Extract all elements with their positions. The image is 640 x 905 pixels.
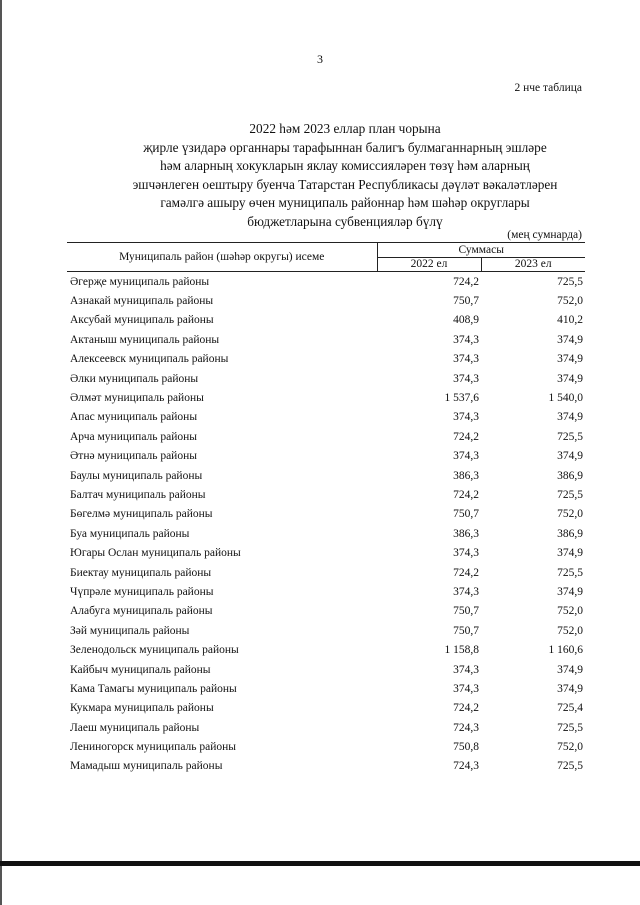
district-name-cell: Кайбыч муниципаль районы xyxy=(70,663,211,676)
table-row xyxy=(67,543,585,562)
value-2023-cell: 725,5 xyxy=(557,566,583,579)
value-2022-cell: 374,3 xyxy=(453,411,479,424)
column-header-sum: Суммасы xyxy=(377,243,585,258)
table-row xyxy=(67,388,585,407)
title-line: 2022 һәм 2023 еллар план чорына xyxy=(249,121,441,136)
table-row xyxy=(67,447,585,466)
district-name-cell: Алексеевск муниципаль районы xyxy=(70,353,229,366)
table-row xyxy=(67,699,585,718)
value-2023-cell: 752,0 xyxy=(557,605,583,618)
title-line: бюджетларына субвенцияләр бүлү xyxy=(247,213,443,229)
value-2022-cell: 1 537,6 xyxy=(444,392,479,405)
value-2023-cell: 752,0 xyxy=(557,741,583,754)
title-line: һәм аларның хокукларын яклау комиссияләрен төзү һәм аларның xyxy=(160,158,530,173)
district-name-cell: Кукмара муниципаль районы xyxy=(70,702,214,715)
district-name-cell: Бөгелмә муниципаль районы xyxy=(70,508,213,521)
district-name-cell: Азнакай муниципаль районы xyxy=(70,295,214,308)
value-2023-cell: 374,9 xyxy=(557,372,583,385)
table-row xyxy=(67,369,585,388)
table-row xyxy=(67,660,585,679)
value-2022-cell: 386,3 xyxy=(453,527,479,540)
value-2022-cell: 724,3 xyxy=(453,760,479,773)
value-2022-cell: 408,9 xyxy=(453,314,479,327)
table-row xyxy=(67,582,585,601)
page-number: 3 xyxy=(317,52,323,66)
document-title xyxy=(60,120,630,231)
value-2023-cell: 374,9 xyxy=(557,411,583,424)
value-2023-cell: 1 160,6 xyxy=(548,644,583,657)
district-name-cell: Кама Тамагы муниципаль районы xyxy=(70,682,237,695)
district-name-cell: Алабуга муниципаль районы xyxy=(70,605,213,618)
district-name-cell: Әлки муниципаль районы xyxy=(70,372,199,385)
value-2022-cell: 724,2 xyxy=(453,488,479,501)
value-2023-cell: 725,5 xyxy=(557,760,583,773)
district-name-cell: Биектау муниципаль районы xyxy=(70,566,212,579)
value-2022-cell: 724,3 xyxy=(453,721,479,734)
value-2023-cell: 725,5 xyxy=(557,488,583,501)
table-row xyxy=(67,350,585,369)
value-2023-cell: 1 540,0 xyxy=(548,392,583,405)
value-2023-cell: 386,9 xyxy=(557,469,583,482)
district-name-cell: Баулы муниципаль районы xyxy=(70,469,203,482)
value-2023-cell: 410,2 xyxy=(557,314,583,327)
value-2022-cell: 724,2 xyxy=(453,702,479,715)
table-row xyxy=(67,485,585,504)
subvention-table xyxy=(67,242,585,776)
value-2023-cell: 374,9 xyxy=(557,353,583,366)
scan-bottom-border xyxy=(0,861,640,866)
table-row xyxy=(67,505,585,524)
value-2022-cell: 750,7 xyxy=(453,605,479,618)
value-2023-cell: 752,0 xyxy=(557,295,583,308)
district-name-cell: Актаныш муниципаль районы xyxy=(70,333,220,346)
value-2022-cell: 724,2 xyxy=(453,275,479,288)
value-2022-cell: 750,8 xyxy=(453,741,479,754)
value-2023-cell: 725,4 xyxy=(557,702,583,715)
value-2022-cell: 750,7 xyxy=(453,295,479,308)
title-line: эшчәнлеген оештыру буенча Татарстан Республикасы дәүләт вәкаләтләрен xyxy=(132,176,558,192)
table-row xyxy=(67,679,585,698)
value-2023-cell: 374,9 xyxy=(557,450,583,463)
table-row xyxy=(67,330,585,349)
district-name-cell: Зәй муниципаль районы xyxy=(70,624,190,637)
table-row xyxy=(67,291,585,310)
column-header-2022: 2022 ел xyxy=(377,257,481,272)
table-row xyxy=(67,640,585,659)
value-2023-cell: 374,9 xyxy=(557,663,583,676)
value-2023-cell: 374,9 xyxy=(557,682,583,695)
value-2022-cell: 374,3 xyxy=(453,333,479,346)
table-row xyxy=(67,563,585,582)
table-row xyxy=(67,757,585,776)
value-2023-cell: 725,5 xyxy=(557,430,583,443)
table-row xyxy=(67,272,585,292)
title-line: җирле үзидарә органнары тарафыннан балигъ булмаганнарның эшләре xyxy=(143,139,547,155)
value-2022-cell: 750,7 xyxy=(453,624,479,637)
table-row xyxy=(67,311,585,330)
district-name-cell: Буа муниципаль районы xyxy=(70,527,190,540)
district-name-cell: Апас муниципаль районы xyxy=(70,411,198,424)
value-2022-cell: 374,3 xyxy=(453,585,479,598)
value-2023-cell: 752,0 xyxy=(557,508,583,521)
value-2022-cell: 374,3 xyxy=(453,353,479,366)
value-2023-cell: 374,9 xyxy=(557,333,583,346)
district-name-cell: Чүпрәле муниципаль районы xyxy=(70,585,214,598)
district-name-cell: Зеленодольск муниципаль районы xyxy=(70,644,239,657)
value-2022-cell: 374,3 xyxy=(453,547,479,560)
column-header-2023: 2023 ел xyxy=(481,257,585,272)
table-reference: 2 нче таблица xyxy=(514,82,582,94)
value-2022-cell: 374,3 xyxy=(453,663,479,676)
district-name-cell: Әлмәт муниципаль районы xyxy=(70,392,204,405)
district-name-cell: Әгерҗе муниципаль районы xyxy=(70,275,210,288)
value-2023-cell: 725,5 xyxy=(557,275,583,288)
value-2022-cell: 724,2 xyxy=(453,566,479,579)
value-2022-cell: 1 158,8 xyxy=(444,644,479,657)
table-row xyxy=(67,466,585,485)
value-2022-cell: 386,3 xyxy=(453,469,479,482)
table-row xyxy=(67,718,585,737)
units-note: (мең сумнарда) xyxy=(507,229,582,241)
value-2022-cell: 750,7 xyxy=(453,508,479,521)
title-line: гамәлгә ашыру өчен муниципаль районнар һәм шәһәр округлары xyxy=(160,195,530,210)
scan-edge xyxy=(0,0,2,905)
district-name-cell: Мамадыш муниципаль районы xyxy=(70,760,223,773)
value-2022-cell: 374,3 xyxy=(453,450,479,463)
district-name-cell: Югары Ослан муниципаль районы xyxy=(70,547,241,560)
table-row xyxy=(67,602,585,621)
column-header-name: Муниципаль район (шәһәр округы) исеме xyxy=(67,243,377,272)
table-row xyxy=(67,524,585,543)
district-name-cell: Аксубай муниципаль районы xyxy=(70,314,214,327)
value-2023-cell: 374,9 xyxy=(557,585,583,598)
table-row xyxy=(67,737,585,756)
district-name-cell: Әтнә муниципаль районы xyxy=(70,450,197,463)
value-2023-cell: 752,0 xyxy=(557,624,583,637)
value-2023-cell: 374,9 xyxy=(557,547,583,560)
value-2022-cell: 374,3 xyxy=(453,682,479,695)
table-row xyxy=(67,408,585,427)
value-2022-cell: 724,2 xyxy=(453,430,479,443)
value-2022-cell: 374,3 xyxy=(453,372,479,385)
district-name-cell: Лаеш муниципаль районы xyxy=(70,721,200,734)
table-row xyxy=(67,621,585,640)
value-2023-cell: 386,9 xyxy=(557,527,583,540)
district-name-cell: Арча муниципаль районы xyxy=(70,430,198,443)
district-name-cell: Балтач муниципаль районы xyxy=(70,488,206,501)
value-2023-cell: 725,5 xyxy=(557,721,583,734)
district-name-cell: Лениногорск муниципаль районы xyxy=(70,741,237,754)
table-row xyxy=(67,427,585,446)
